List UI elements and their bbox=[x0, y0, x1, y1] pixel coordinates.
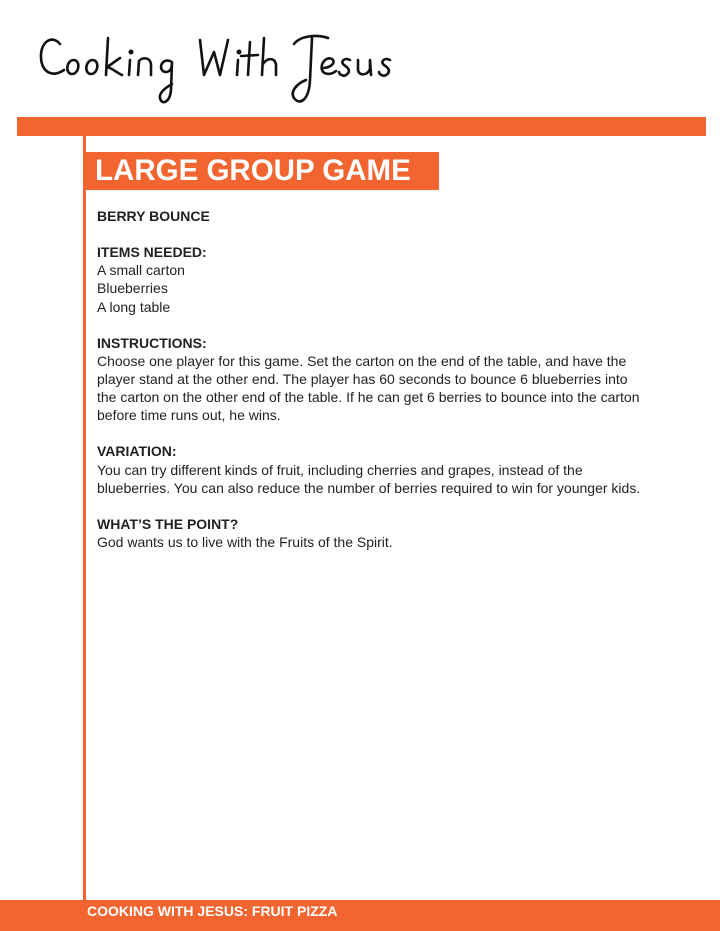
variation-line: blueberries. You can also reduce the number of berries required to win for younger kids. bbox=[97, 479, 641, 496]
section-title-text: LARGE GROUP GAME bbox=[95, 154, 411, 187]
side-accent-line bbox=[83, 136, 86, 900]
game-name: BERRY BOUNCE bbox=[97, 208, 210, 224]
instructions-line: before time runs out, he wins. bbox=[97, 407, 281, 424]
variation-line: You can try different kinds of fruit, including cherries and grapes, instead of the bbox=[97, 461, 583, 478]
list-item: A small carton bbox=[97, 262, 185, 279]
point-text: God wants us to live with the Fruits of the Spirit. bbox=[97, 534, 393, 551]
point-block bbox=[97, 515, 667, 551]
instructions-line: the carton on the other end of the table. If he can get 6 berries to bounce into the carton bbox=[97, 389, 640, 406]
instructions-block bbox=[97, 334, 667, 425]
point-heading: WHAT’S THE POINT? bbox=[97, 515, 239, 532]
instructions-heading: INSTRUCTIONS: bbox=[97, 334, 207, 351]
instructions-line: player stand at the other end. The player has 60 seconds to bounce 6 blueberries into bbox=[97, 371, 628, 388]
game-content bbox=[97, 207, 667, 569]
variation-block bbox=[97, 442, 667, 497]
list-item: A long table bbox=[97, 298, 171, 315]
list-item: Blueberries bbox=[97, 280, 168, 297]
items-heading: ITEMS NEEDED: bbox=[97, 244, 207, 260]
variation-heading: VARIATION: bbox=[97, 443, 177, 460]
cooking-with-jesus-logo bbox=[38, 22, 398, 122]
header-accent-bar bbox=[17, 117, 706, 136]
logo-handwriting-icon bbox=[38, 22, 398, 122]
instructions-line: Choose one player for this game. Set the carton on the end of the table, and have the bbox=[97, 352, 627, 369]
items-block bbox=[97, 243, 667, 316]
footer-text: COOKING WITH JESUS: FRUIT PIZZA bbox=[87, 903, 338, 919]
section-title bbox=[86, 152, 439, 190]
game-name-block bbox=[97, 207, 667, 225]
